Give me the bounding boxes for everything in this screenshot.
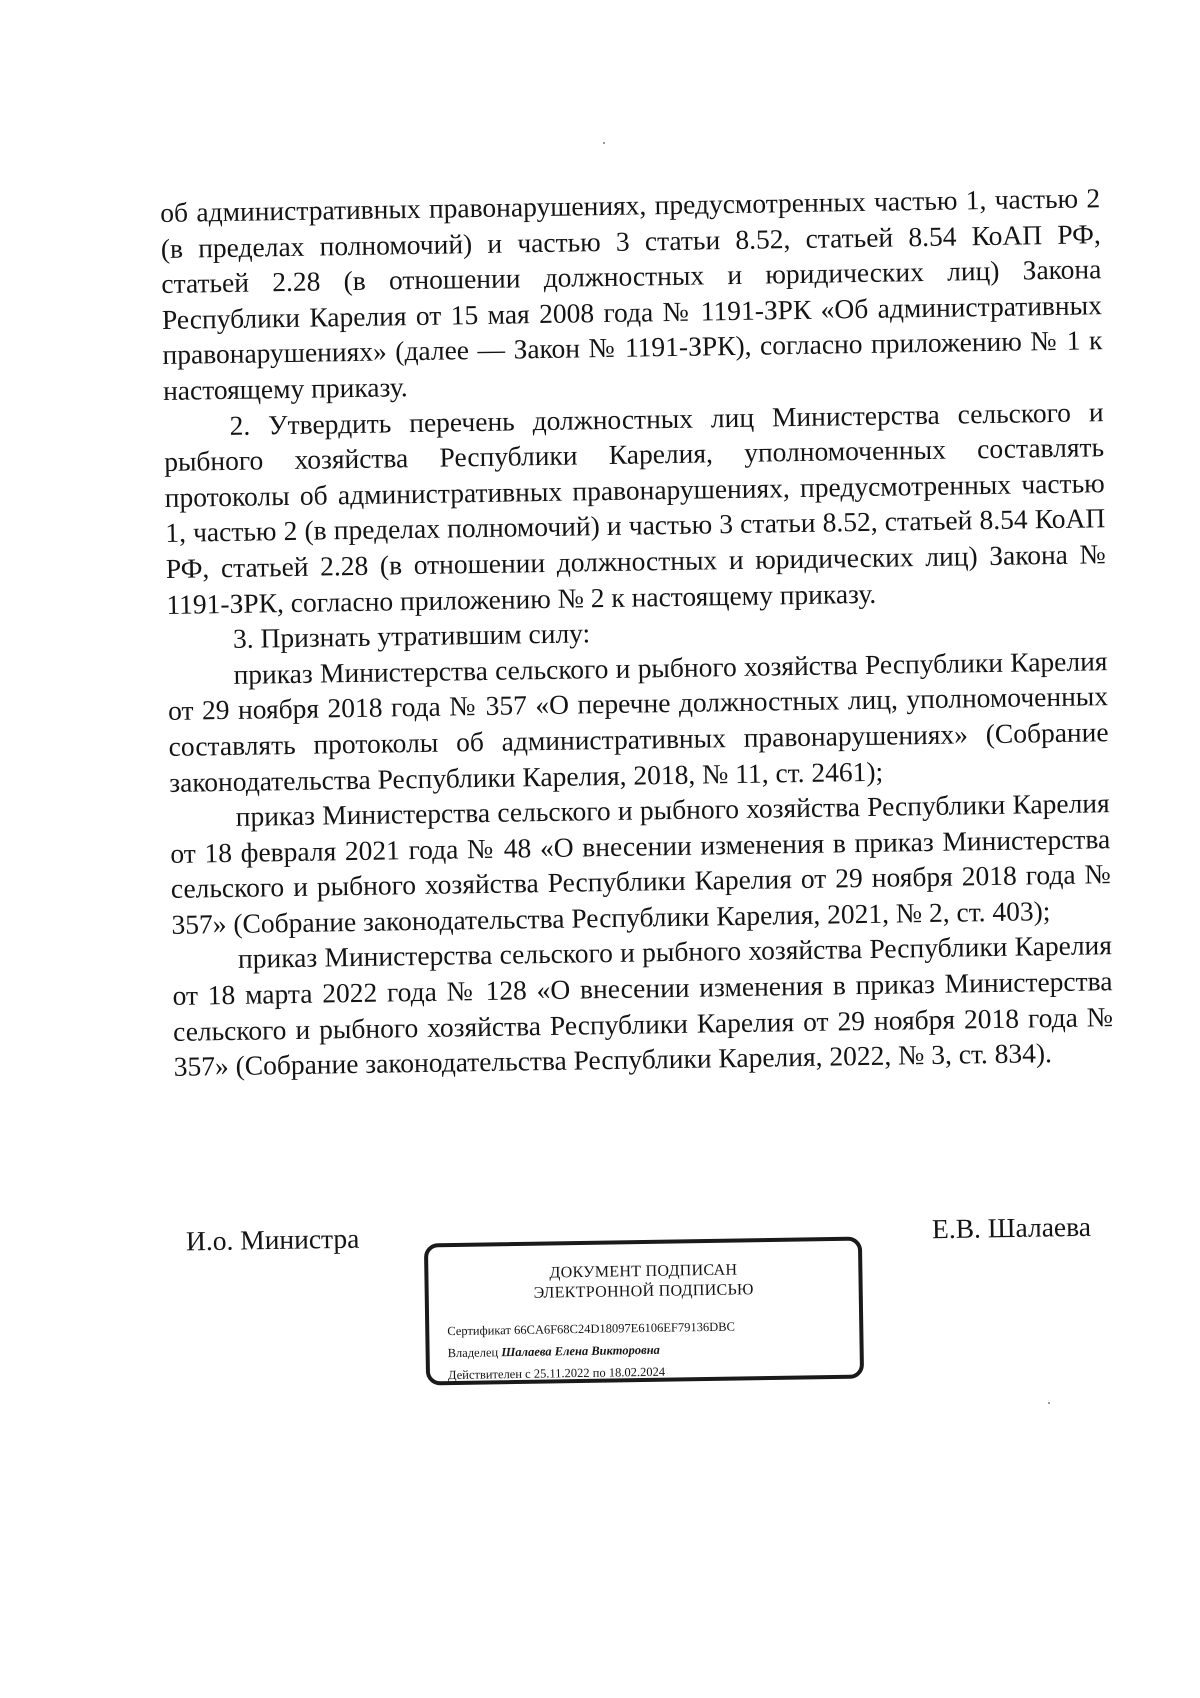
valid-from-label: Действителен с	[447, 1366, 531, 1383]
certificate-value: 66CA6F68C24D18097E6106EF79136DBC	[513, 1319, 735, 1338]
owner-label: Владелец	[447, 1345, 499, 1361]
scan-speck	[603, 142, 605, 144]
certificate-label: Сертификат	[447, 1323, 512, 1339]
valid-to-label: по	[592, 1365, 606, 1380]
paragraph-2: 2. Утвердить перечень должностных лиц Министерства сельского и рыбного хозяйства Республики Карелия, уполномоченных составлять протоколы об административных правонарушениях, предусмотренных частью 1, частью 2 (в пределах полномочий) и частью 3 статьи 8.52, статьей 8.54 КоАП РФ, статьей 2.28 (в отношении должностных и юридических лиц) Закона № 1191-ЗРК, согласно приложению № 2 к настоящему приказу.	[163, 395, 1106, 620]
valid-from-value: 25.11.2022	[533, 1365, 590, 1381]
valid-to-value: 18.02.2024	[608, 1364, 666, 1380]
repealed-order-2: приказ Министерства сельского и рыбного хозяйства Республики Карелия от 18 февраля 2021 года № 48 «О внесении изменения в приказ Министерства сельского и рыбного хозяйства Республики Карелия от 29 ноября 2018 года № 357» (Собрание законодательства Республики Карелия, 2021, № 2, ст. 403);	[170, 787, 1112, 940]
electronic-signature-stamp	[424, 1237, 864, 1386]
repealed-order-3: приказ Министерства сельского и рыбного хозяйства Республики Карелия от 18 марта 2022 года № 128 «О внесении изменения в приказ Министерства сельского и рыбного хозяйства Республики Карелия от 29 ноября 2018 года № 357» (Собрание законодательства Республики Карелия, 2022, № 3, ст. 834).	[172, 929, 1114, 1083]
stamp-title-line-1: ДОКУМЕНТ ПОДПИСАН	[549, 1261, 738, 1282]
paragraph-1-continuation: об административных правонарушениях, предусмотренных частью 1, частью 2 (в пределах полномочий) и частью 3 статьи 8.52, статьей 8.54 КоАП РФ, статьей 2.28 (в отношении должностных и юридических лиц) Закона Республики Карелия от 15 мая 2008 года № 1191-ЗРК «Об административных правонарушениях» (далее — Закон № 1191-ЗРК), согласно приложению № 1 к настоящему приказу.	[160, 182, 1103, 406]
signatory-name: Е.В. Шалаева	[931, 1210, 1092, 1245]
stamp-certificate-line	[447, 1319, 735, 1340]
scan-speck	[1048, 1402, 1050, 1404]
stamp-title	[428, 1259, 859, 1306]
owner-value: Шалаева Елена Викторовна	[501, 1342, 660, 1360]
document-body	[160, 180, 1114, 1084]
signatory-position: И.о. Министра	[185, 1222, 360, 1257]
stamp-title-line-2: ЭЛЕКТРОННОЙ ПОДПИСЬЮ	[533, 1281, 754, 1302]
stamp-validity-line	[448, 1364, 665, 1383]
stamp-owner-line	[448, 1342, 660, 1361]
paragraph-3-heading: 3. Признать утратившим силу:	[232, 617, 591, 655]
repealed-order-1: приказ Министерства сельского и рыбного хозяйства Республики Карелия от 29 ноября 2018 года № 357 «О перечне должностных лиц, уполномоченных составлять протоколы об административных правонарушениях» (Собрание законодательства Республики Карелия, 2018, № 11, ст. 2461);	[167, 644, 1109, 798]
